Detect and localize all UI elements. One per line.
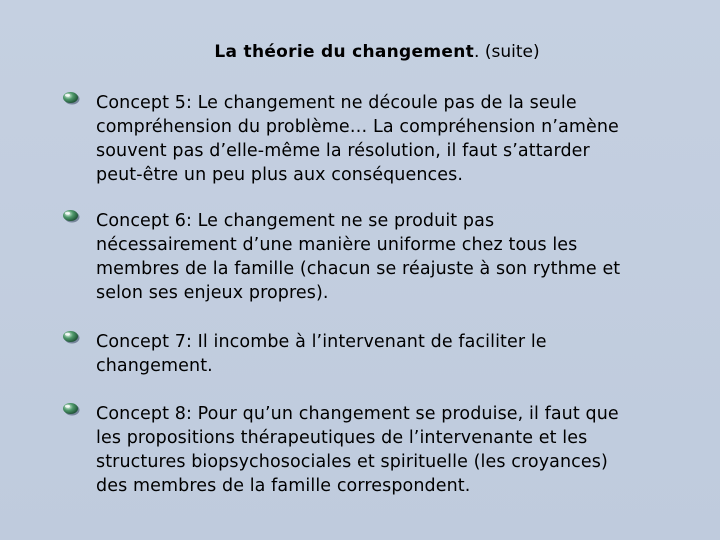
slide-title-main: La théorie du changement xyxy=(214,42,475,62)
bullet-text xyxy=(96,91,706,187)
slide-title xyxy=(0,42,720,62)
text-line: membres de la famille (chacun se réajuste à son rythme et xyxy=(96,259,621,279)
text-line: les propositions thérapeutiques de l’intervenante et les xyxy=(96,428,588,448)
bullet-text xyxy=(96,209,706,305)
sphere-bullet-icon xyxy=(62,209,80,223)
slide-title-sub: . (suite) xyxy=(474,42,540,62)
text-line: Concept 5: Le changement ne découle pas de la seule xyxy=(96,93,577,113)
text-line: Concept 6: Le changement ne se produit pas xyxy=(96,211,495,231)
bullet-text xyxy=(96,402,706,498)
sphere-bullet-icon xyxy=(62,91,80,105)
text-line: compréhension du problème… La compréhension n’amène xyxy=(96,117,619,137)
sphere-bullet-icon xyxy=(62,402,80,416)
text-line: Concept 7: Il incombe à l’intervenant de faciliter le xyxy=(96,332,547,352)
sphere-bullet-icon xyxy=(62,330,80,344)
text-line: changement. xyxy=(96,356,213,376)
text-line: structures biopsychosociales et spirituelle (les croyances) xyxy=(96,452,608,472)
text-line: peut-être un peu plus aux conséquences. xyxy=(96,165,463,185)
text-line: des membres de la famille correspondent. xyxy=(96,476,471,496)
text-line: selon ses enjeux propres). xyxy=(96,283,329,303)
bullet-text xyxy=(96,330,706,378)
text-line: nécessairement d’une manière uniforme chez tous les xyxy=(96,235,578,255)
text-line: souvent pas d’elle-même la résolution, il faut s’attarder xyxy=(96,141,590,161)
text-line: Concept 8: Pour qu’un changement se produise, il faut que xyxy=(96,404,619,424)
